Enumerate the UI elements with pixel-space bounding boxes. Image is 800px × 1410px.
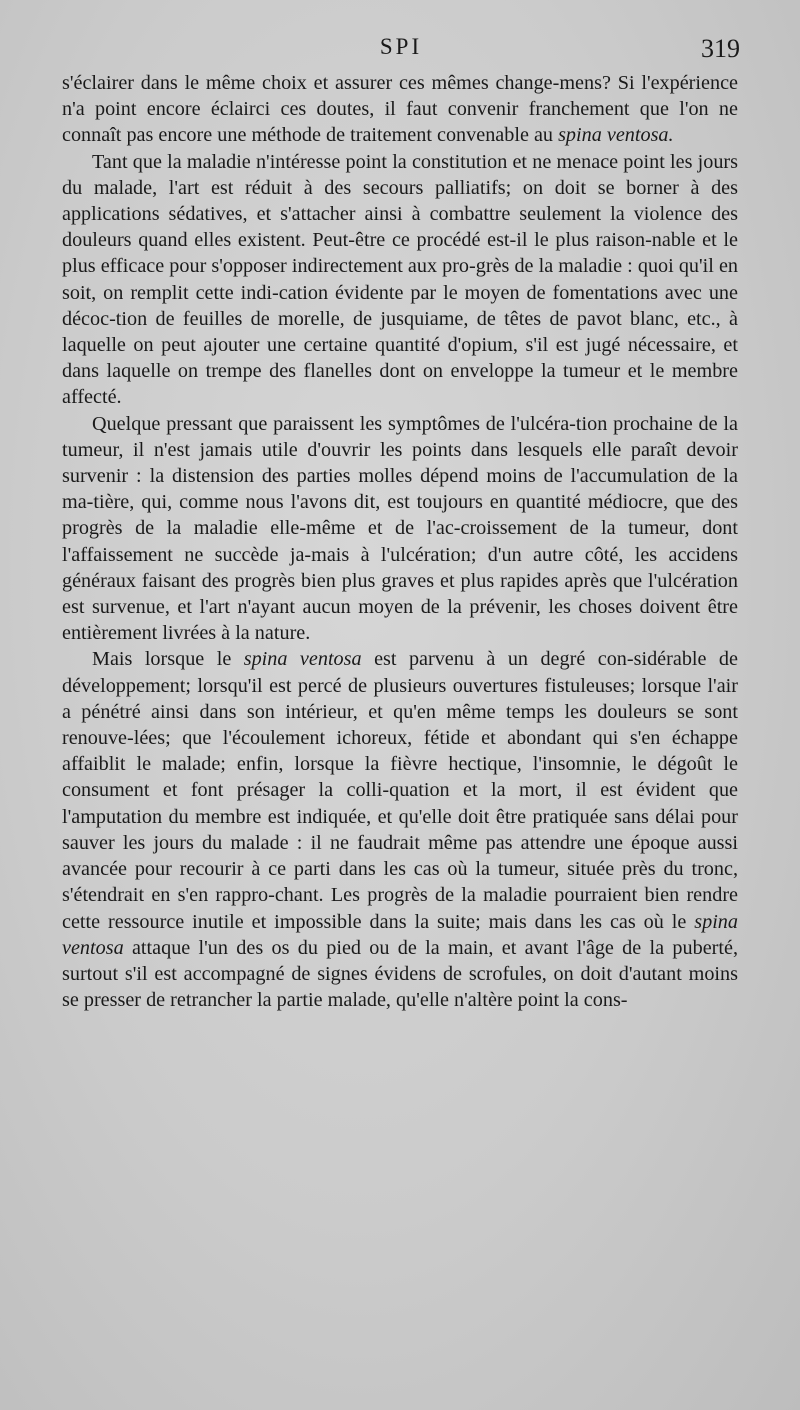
body-text	[62, 70, 738, 1013]
italic-term: spina ventosa	[243, 648, 362, 671]
text-segment: s'éclairer dans le même choix et assurer ces mêmes change-mens? Si l'expérience n'a point encore éclairci ces doutes, il faut convenir franchement que l'on ne connaît pas encore une méthode de traitement convenable au	[62, 72, 738, 147]
paragraph	[62, 149, 738, 411]
italic-term: spina ventosa.	[558, 124, 674, 147]
text-segment: Quelque pressant que paraissent les symptômes de l'ulcéra-tion prochaine de la tumeur, il n'est jamais utile d'ouvrir les points dans lesquels elle paraît devoir survenir : la distension des parties molles dépend moins de l'accumulation de la ma-tière, qui, comme nous l'avons dit, est toujours en quantité médiocre, que des progrès de la maladie elle-même et de l'ac-croissement de la tumeur, dont l'affaissement ne succède ja-mais à l'ulcération; d'un autre côté, les accidens généraux faisant des progrès bien plus graves et plus rapides après que l'ulcération est survenue, et l'art n'ayant aucun moyen de la prévenir, les choses doivent être entièrement livrées à la nature.	[62, 412, 738, 645]
page-header	[62, 34, 740, 68]
text-segment: Tant que la maladie n'intéresse point la constitution et ne menace point les jours du malade, l'art est réduit à des secours palliatifs; on doit se borner à des applications sédatives, et s'attacher ainsi à combattre seulement la violence des douleurs quand elles existent. Peut-être ce procédé est-il le plus raison-nable et le plus efficace pour s'opposer indirectement aux pro-grès de la maladie : quoi qu'il en soit, on remplit cette indi-cation évidente par le moyen de fomentations avec une décoc-tion de feuilles de morelle, de jusquiame, de têtes de pavot blanc, etc., à laquelle on peut ajouter une certaine quantité d'opium, s'il est jugé nécessaire, et dans laquelle on trempe des flanelles dont on enveloppe la tumeur et le membre affecté.	[62, 150, 738, 409]
paragraph	[62, 646, 738, 1013]
text-segment: attaque l'un des os du pied ou de la main, et avant l'âge de la puberté, surtout s'il est accompagné de signes évidens de scrofules, on doit d'autant moins se presser de retrancher la partie malade, qu'elle n'altère point la cons-	[62, 936, 738, 1012]
page-number: 319	[701, 34, 740, 63]
paragraph	[62, 411, 738, 647]
running-head: SPI	[379, 34, 423, 59]
paragraph	[62, 70, 738, 149]
text-segment: Mais lorsque le	[92, 648, 244, 671]
italic-term: spina ventosa	[62, 910, 738, 959]
text-segment: est parvenu à un degré con-sidérable de développement; lorsqu'il est percé de plusieurs ouvertures fistuleuses; lorsque l'air a pénétré ainsi dans son intérieur, et qu'en même temps les douleurs se sont renouve-lées; que l'écoulement ichoreux, fétide et abondant qui s'en échappe affaiblit le malade; enfin, lorsque la fièvre hectique, l'insomnie, le dégoût le consument et font présager la colli-quation et la mort, il est évident que l'amputation du membre est indiquée, et qu'elle doit être pratiquée sans délai pour sauver les jours du malade : il ne faudrait même pas attendre une époque aussi avancée pour recourir à ce parti dans les cas où la tumeur, située près du tronc, s'étendrait en s'en rappro-chant. Les progrès de la maladie pourraient bien rendre cette ressource inutile et impossible dans la suite; mais dans les cas où le	[62, 648, 738, 933]
